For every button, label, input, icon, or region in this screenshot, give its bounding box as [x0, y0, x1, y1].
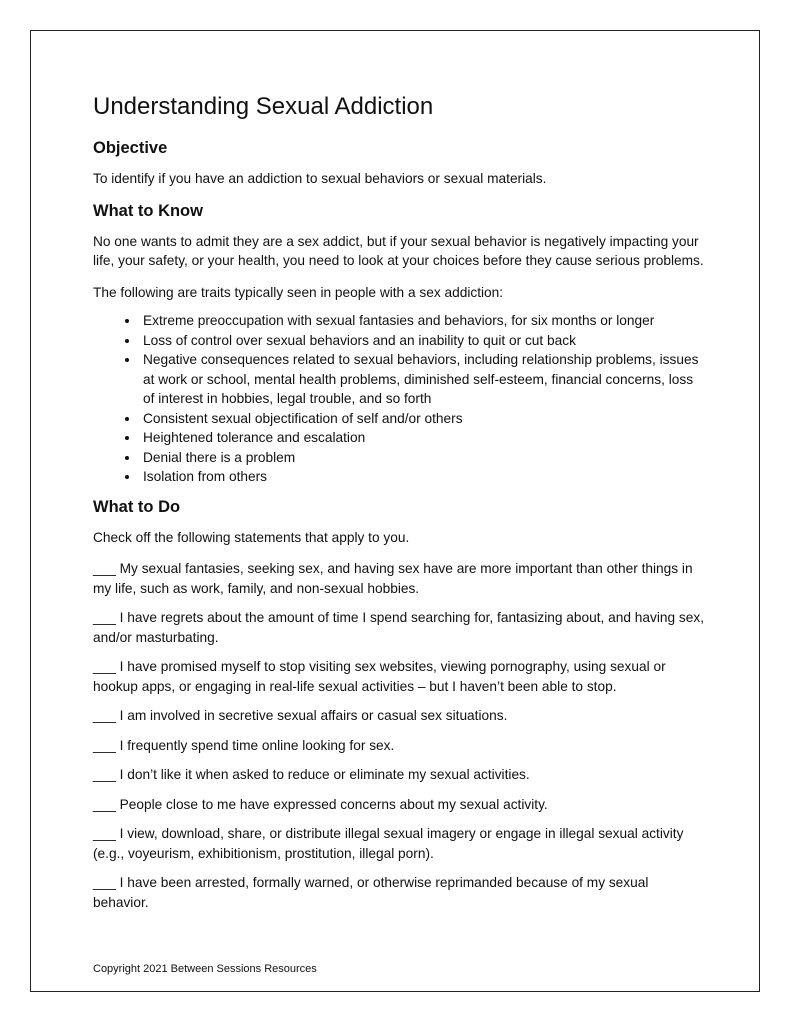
- checklist-statement[interactable]: ___ I don’t like it when asked to reduce or eliminate my sexual activities.: [93, 767, 530, 782]
- checklist-statement[interactable]: ___ I have promised myself to stop visiting sex websites, viewing pornography, using sexual or hookup apps, or engaging in real-life sexual activities – but I haven’t been able to stop.: [93, 659, 666, 694]
- checklist-statement[interactable]: ___ People close to me have expressed concerns about my sexual activity.: [93, 796, 548, 812]
- objective-text: To identify if you have an addiction to sexual behaviors or sexual materials.: [93, 171, 547, 186]
- list-item: • Denial there is a problem: [140, 448, 705, 468]
- checklist-statement[interactable]: ___ I frequently spend time online looking for sex.: [93, 737, 395, 753]
- what-to-know-heading: What to Know: [93, 201, 203, 220]
- what-to-know-intro: No one wants to admit they are a sex addict, but if your sexual behavior is negatively impacting your life, your safety, or your health, you need to look at your choices before they cause serious problems.: [93, 233, 704, 268]
- copyright-footer: Copyright 2021 Between Sessions Resources: [93, 963, 317, 975]
- list-item: • Extreme preoccupation with sexual fantasies and behaviors, for six months or longer: [140, 311, 705, 331]
- checklist-statement[interactable]: ___ My sexual fantasies, seeking sex, and having sex have are more important than other things in my life, such as work, family, and non-sexual hobbies.: [93, 561, 693, 596]
- list-item: • Consistent sexual objectification of self and/or others: [140, 409, 705, 429]
- list-item: • Isolation from others: [140, 467, 705, 487]
- list-item: • Heightened tolerance and escalation: [140, 428, 705, 448]
- what-to-do-intro: Check off the following statements that apply to you.: [93, 529, 410, 545]
- traits-intro: The following are traits typically seen in people with a sex addiction:: [93, 284, 504, 300]
- list-item: • Negative consequences related to sexual behaviors, including relationship problems, issues at work or school, mental health problems, diminished self-esteem, financial concerns, loss of interest in hobbies, legal trouble, and so forth: [140, 350, 705, 409]
- checklist-statement[interactable]: ___ I have regrets about the amount of time I spend searching for, fantasizing about, and having sex, and/or masturbating.: [93, 610, 705, 645]
- checklist-statement[interactable]: ___ I am involved in secretive sexual affairs or casual sex situations.: [93, 708, 508, 723]
- checklist-statement[interactable]: ___ I have been arrested, formally warned, or otherwise reprimanded because of my sexual behavior.: [93, 875, 649, 910]
- objective-heading: Objective: [93, 139, 168, 157]
- what-to-do-heading: What to Do: [93, 497, 181, 516]
- document-body: [93, 92, 705, 922]
- list-item: • Loss of control over sexual behaviors and an inability to quit or cut back: [140, 331, 705, 351]
- checklist-statement[interactable]: ___ I view, download, share, or distribute illegal sexual imagery or engage in illegal sexual activity (e.g., voyeurism, exhibitionism, prostitution, illegal porn).: [93, 826, 684, 861]
- page-title: Understanding Sexual Addiction: [93, 93, 434, 120]
- traits-list: [93, 311, 705, 487]
